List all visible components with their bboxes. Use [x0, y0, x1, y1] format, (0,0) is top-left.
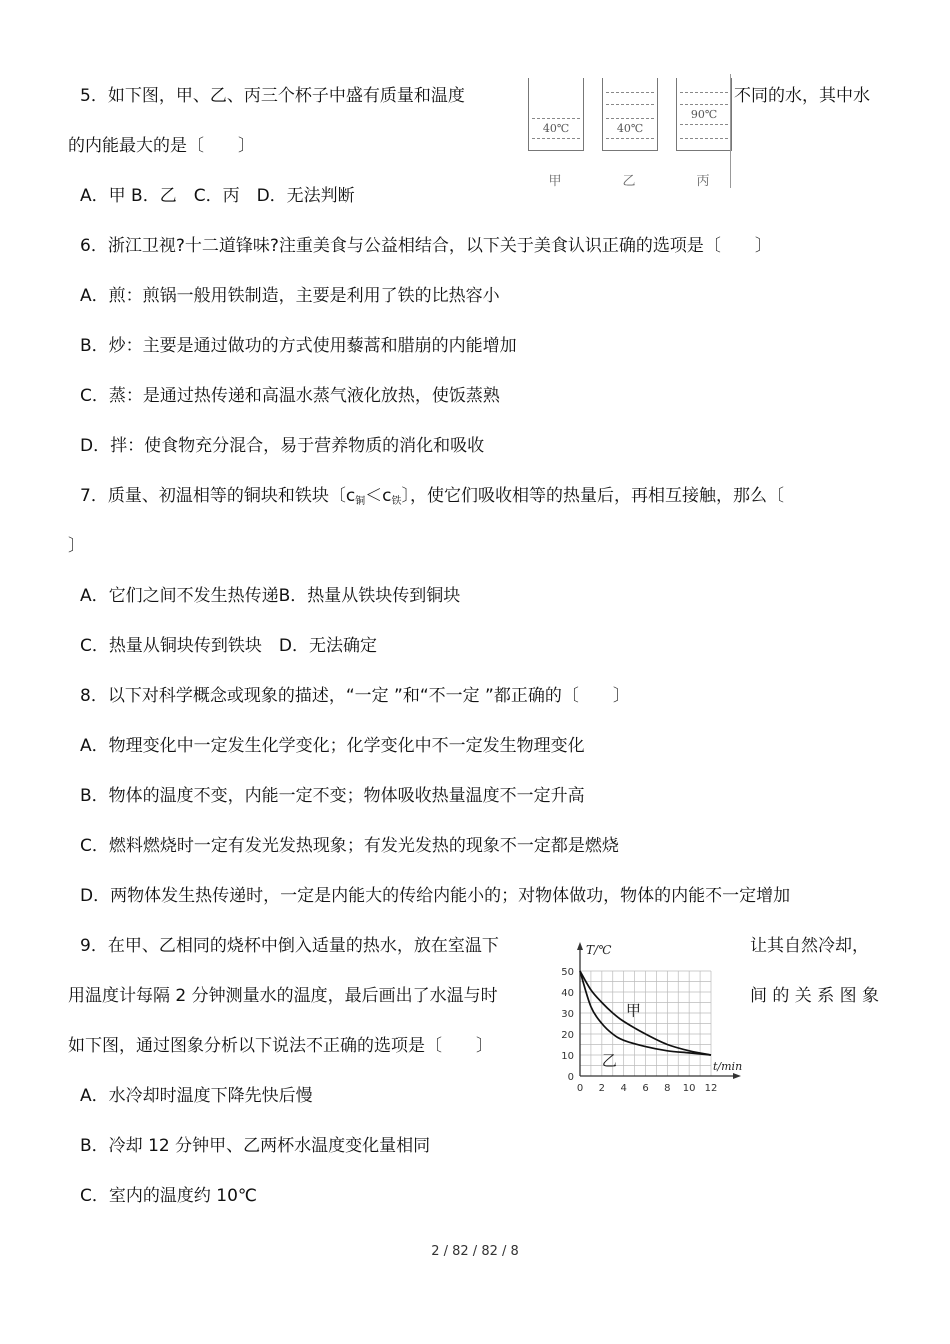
q9-stem-line1a: 9．在甲、乙相同的烧杯中倒入适量的热水，放在室温下: [80, 936, 499, 956]
q8-option-a: A．物理变化中一定发生化学变化；化学变化中不一定发生物理变化: [80, 736, 585, 756]
q9-stem-line2a: 用温度计每隔 2 分钟测量水的温度，最后画出了水温与时: [68, 986, 498, 1006]
q9-option-b: B．冷却 12 分钟甲、乙两杯水温度变化量相同: [80, 1136, 431, 1156]
x-tick-label: 0: [576, 1083, 584, 1094]
x-tick-label: 4: [620, 1083, 627, 1094]
figure-border: [730, 74, 731, 188]
y-tick-label: 20: [561, 1030, 574, 1041]
q7-stem-a: 7．质量、初温相等的铜块和铁块〔c: [80, 486, 356, 506]
cup-bing-label: 丙: [696, 174, 710, 189]
cups-figure: [522, 74, 732, 188]
q7-stem-b: 〕，使它们吸收相等的热量后，再相互接触，那么〔: [401, 486, 785, 506]
series-label-jia: 甲: [625, 1001, 641, 1020]
y-axis-arrow: [577, 942, 583, 950]
q9-stem-line2b: 间 的 关 系 图 象: [750, 986, 880, 1006]
cup-yi-label: 乙: [622, 174, 636, 189]
q6-stem: 6．浙江卫视?十二道锋味?注重美食与公益相结合，以下关于美食认识正确的选项是〔 〕: [80, 236, 772, 256]
q7-options-cd: C．热量从铜块传到铁块 D．无法确定: [80, 636, 377, 656]
x-tick-label: 8: [664, 1083, 671, 1094]
q9-option-a: A．水冷却时温度下降先快后慢: [80, 1086, 313, 1106]
y-tick-label: 50: [561, 967, 574, 978]
cooling-graph: [552, 936, 752, 1108]
x-axis-arrow: [733, 1073, 741, 1079]
q5-options: A．甲 B．乙 C．丙 D．无法判断: [80, 186, 355, 206]
q6-option-a: A．煎：煎锅一般用铁制造，主要是利用了铁的比热容小: [80, 286, 500, 306]
cup-jia: [528, 78, 584, 151]
q8-stem: 8．以下对科学概念或现象的描述，“一定 ”和“不一定 ”都正确的〔 〕: [80, 686, 630, 706]
cup-bing: [676, 78, 732, 151]
q6-option-d: D．拌：使食物充分混合，易于营养物质的消化和吸收: [80, 436, 485, 456]
y-tick-label: 40: [561, 988, 574, 999]
q8-option-c: C．燃料燃烧时一定有发光发热现象；有发光发热的现象不一定都是燃烧: [80, 836, 619, 856]
x-tick-label: 12: [704, 1083, 718, 1094]
cup-yi: [602, 78, 658, 151]
y-tick-label: 0: [567, 1072, 574, 1083]
q6-option-c: C．蒸：是通过热传递和高温水蒸气液化放热，使饭蒸熟: [80, 386, 500, 406]
x-tick-label: 10: [682, 1083, 696, 1094]
q8-option-d: D．两物体发生热传递时，一定是内能大的传给内能小的；对物体做功，物体的内能不一定增加: [80, 886, 791, 906]
cup-jia-temp: 40℃: [542, 122, 570, 135]
cup-bing-temp: 90℃: [690, 108, 718, 121]
y-axis-label: T/℃: [586, 943, 612, 957]
q9-stem-line1b: 让其自然冷却，: [750, 936, 869, 956]
q5-stem-line2: 的内能最大的是〔 〕: [68, 136, 255, 156]
page-footer: 2 / 82 / 82 / 8: [431, 1244, 519, 1259]
q6-option-b: B．炒：主要是通过做功的方式使用藜蒿和腊崩的内能增加: [80, 336, 517, 356]
q7-sub-copper: 铜: [355, 496, 366, 507]
cup-jia-label: 甲: [548, 174, 562, 189]
cup-yi-temp: 40℃: [616, 122, 644, 135]
y-tick-label: 30: [561, 1009, 574, 1020]
x-tick-label: 2: [598, 1083, 606, 1094]
x-axis-label: t/min: [713, 1060, 743, 1073]
q5-stem-line1b: 不同的水，其中水: [734, 86, 870, 106]
y-tick-label: 10: [561, 1051, 574, 1062]
q7-sub-iron: 铁: [391, 496, 402, 507]
x-tick-label: 6: [642, 1083, 649, 1094]
q9-stem-line3: 如下图，通过图象分析以下说法不正确的选项是〔 〕: [68, 1036, 493, 1056]
q8-option-b: B．物体的温度不变，内能一定不变；物体吸收热量温度不一定升高: [80, 786, 585, 806]
q5-stem-line1a: 5．如下图，甲、乙、丙三个杯子中盛有质量和温度: [80, 86, 465, 106]
q7-lt: ＜c: [365, 486, 392, 506]
series-label-yi: 乙: [601, 1051, 617, 1070]
q7-stem: [80, 484, 784, 514]
q9-option-c: C．室内的温度约 10℃: [80, 1186, 257, 1206]
q7-options-ab: A．它们之间不发生热传递B．热量从铁块传到铜块: [80, 586, 461, 606]
q7-stem-line2: 〕: [68, 536, 85, 556]
